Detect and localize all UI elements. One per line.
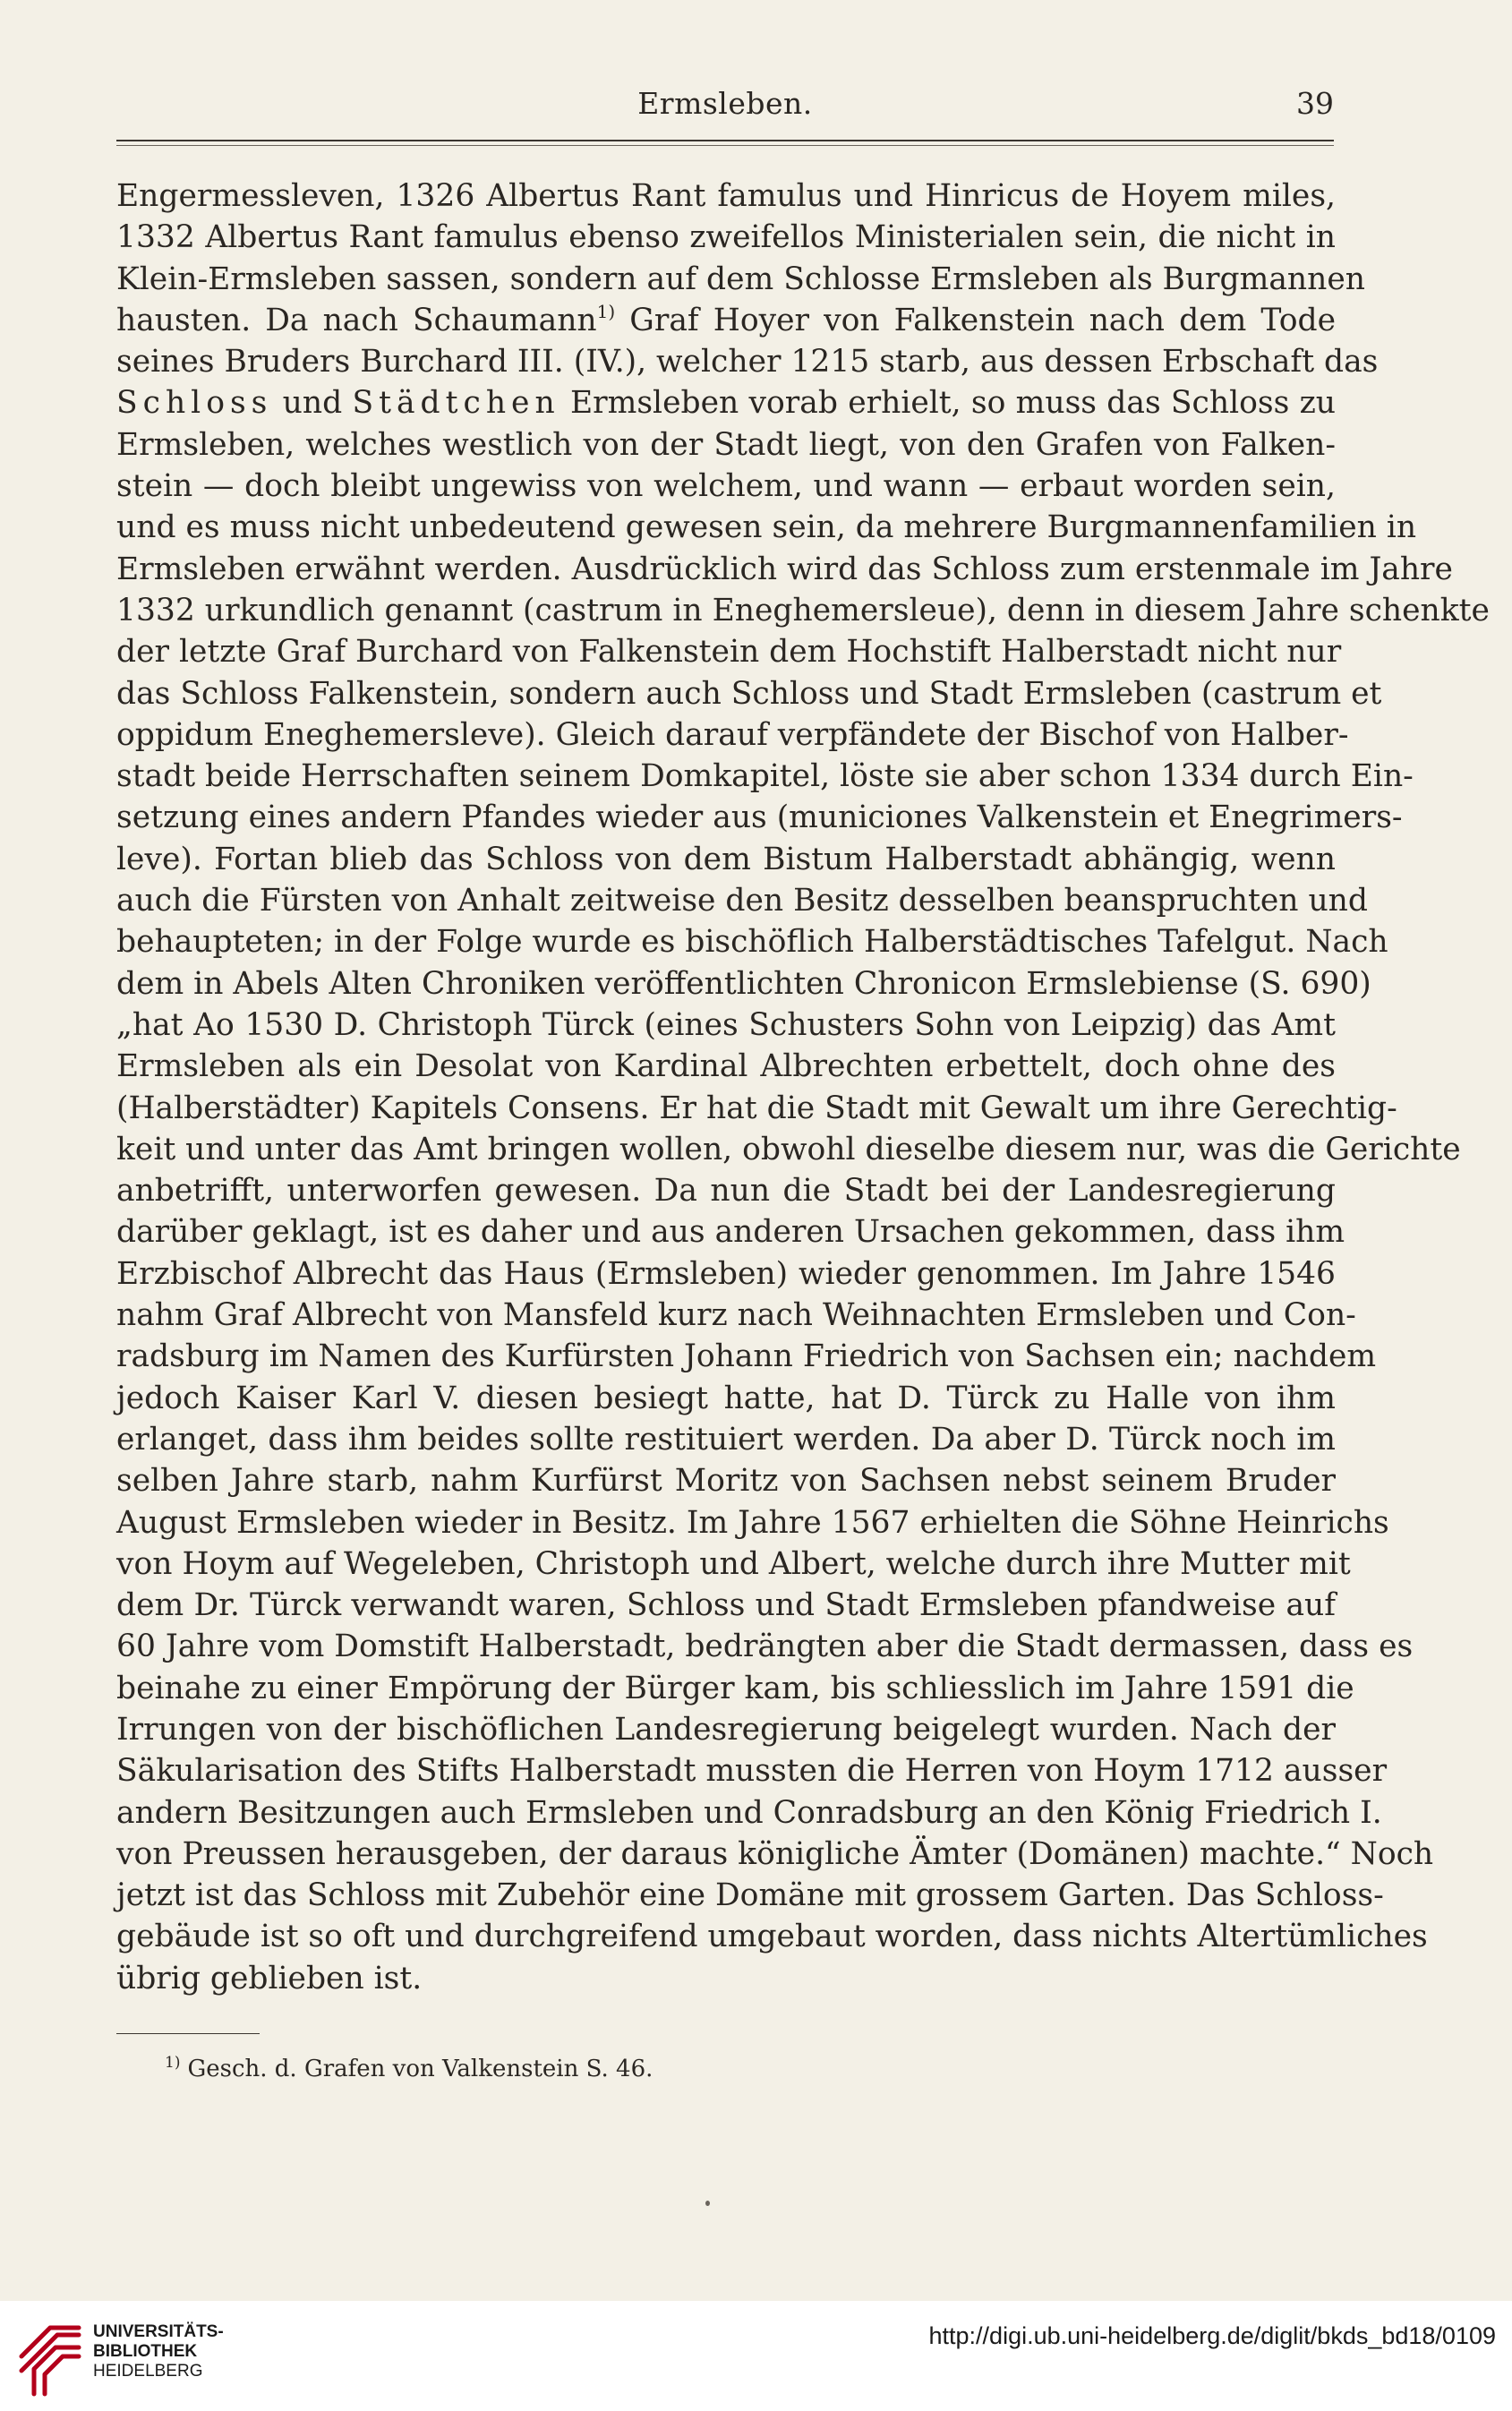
text-line-part: hausten. Da nach Schaumann: [116, 302, 597, 338]
text-line: von Preussen herausgeben, der daraus königliche Ämter (Domänen) machte.“ Noch: [116, 1835, 1434, 1872]
library-name-line: BIBLIOTHEK: [93, 2342, 198, 2361]
running-head: [116, 86, 1334, 131]
footnote-marker: 1): [165, 2054, 181, 2072]
emphasis-spaced: Städtchen: [352, 385, 560, 422]
library-name-line: HEIDELBERG: [93, 2362, 203, 2381]
text-line: Ermsleben als ein Desolat von Kardinal Albrechten erbettelt, doch ohne des: [116, 1048, 1336, 1085]
text-line: übrig geblieben ist.: [116, 1960, 423, 1996]
header-rule: [116, 140, 1334, 141]
text-line: stadt beide Herrschaften seinem Domkapitel, löste sie aber schon 1334 durch Ein-: [116, 758, 1414, 795]
text-line: Ermsleben, welches westlich von der Stadt liegt, von den Grafen von Falken-: [116, 426, 1336, 463]
header-rule-thin: [116, 145, 1334, 146]
page-number: 39: [1296, 86, 1334, 121]
text-line: August Ermsleben wieder in Besitz. Im Jahre 1567 erhielten die Söhne Heinrichs: [116, 1504, 1389, 1541]
text-line-part: Graf Hoyer von Falkenstein nach dem Tode: [615, 302, 1337, 338]
text-line: [116, 382, 1336, 423]
library-name-line: UNIVERSITÄTS-: [93, 2322, 224, 2341]
text-line: radsburg im Namen des Kurfürsten Johann Friedrich von Sachsen ein; nachdem: [116, 1338, 1377, 1375]
text-line: stein — doch bleibt ungewiss von welchem, und wann — erbaut worden sein,: [116, 468, 1336, 505]
text-line: (Halberstädter) Kapitels Consens. Er hat die Stadt mit Gewalt um ihre Gerechtig-: [116, 1090, 1397, 1126]
text-line: Engermessleven, 1326 Albertus Rant famulus und Hinricus de Hoyem miles,: [116, 178, 1336, 214]
text-line: auch die Fürsten von Anhalt zeitweise den Besitz desselben beanspruchten und: [116, 883, 1368, 919]
text-line: nahm Graf Albrecht von Mansfeld kurz nach Weihnachten Ermsleben und Con-: [116, 1297, 1356, 1334]
text-line: Säkularisation des Stifts Halberstadt mussten die Herren von Hoym 1712 ausser: [116, 1753, 1388, 1790]
text-line: darüber geklagt, ist es daher und aus anderen Ursachen gekommen, dass ihm: [116, 1214, 1345, 1251]
body-paragraph: [116, 175, 1490, 1999]
text-line: Irrungen von der bischöflichen Landesregierung beigelegt wurden. Nach der: [116, 1711, 1336, 1748]
text-line: „hat Ao 1530 D. Christoph Türck (eines Schusters Sohn von Leipzig) das Amt: [116, 1006, 1336, 1043]
text-line-part: Ermsleben vorab erhielt, so muss das Schloss zu: [560, 385, 1336, 422]
text-line: von Hoym auf Wegeleben, Christoph und Albert, welche durch ihre Mutter mit: [116, 1545, 1351, 1582]
heidelberg-library-logo-icon: [14, 2312, 88, 2401]
text-line: Ermsleben erwähnt werden. Ausdrücklich wird das Schloss zum erstenmale im Jahre: [116, 551, 1453, 587]
text-line: oppidum Eneghemersleve). Gleich darauf verpfändete der Bischof von Halber-: [116, 716, 1349, 753]
source-url-link[interactable]: http://digi.ub.uni-heidelberg.de/diglit/bkds_bd18/0109: [928, 2322, 1496, 2349]
text-line: andern Besitzungen auch Ermsleben und Conradsburg an den König Friedrich I.: [116, 1794, 1382, 1831]
digitization-footer: [0, 2301, 1512, 2411]
text-line: das Schloss Falkenstein, sondern auch Schloss und Stadt Ermsleben (castrum et: [116, 675, 1382, 712]
footnote-text: Gesch. d. Grafen von Valkenstein S. 46.: [187, 2056, 653, 2082]
text-line: dem in Abels Alten Chroniken veröffentlichten Chronicon Ermslebiense (S. 690): [116, 965, 1371, 1002]
text-line: keit und unter das Amt bringen wollen, obwohl dieselbe diesem nur, was die Gerichte: [116, 1131, 1461, 1167]
text-line: der letzte Graf Burchard von Falkenstein dem Hochstift Halberstadt nicht nur: [116, 634, 1342, 671]
text-line: und es muss nicht unbedeutend gewesen sein, da mehrere Burgmannenfamilien in: [116, 509, 1417, 546]
library-name: [93, 2322, 224, 2381]
emphasis-spaced: Schloss: [116, 385, 273, 422]
text-line: 1332 urkundlich genannt (castrum in Eneghemersleue), denn in diesem Jahre schenkte: [116, 592, 1490, 628]
text-line: leve). Fortan blieb das Schloss von dem Bistum Halberstadt abhängig, wenn: [116, 841, 1336, 877]
text-line: behaupteten; in der Folge wurde es bischöflich Halberstädtisches Tafelgut. Nach: [116, 924, 1388, 961]
footnote-reference: 1): [596, 300, 616, 322]
text-line: seines Bruders Burchard III. (IV.), welcher 1215 starb, aus dessen Erbschaft das: [116, 344, 1379, 380]
paper-speck: [705, 2201, 710, 2206]
text-line: jetzt ist das Schloss mit Zubehör eine Domäne mit grossem Garten. Das Schloss-: [116, 1877, 1384, 1914]
text-line: setzung eines andern Pfandes wieder aus (municiones Valkenstein et Enegrimers-: [116, 799, 1403, 836]
text-line: gebäude ist so oft und durchgreifend umgebaut worden, dass nichts Altertümliches: [116, 1919, 1428, 1955]
text-line: jedoch Kaiser Karl V. diesen besiegt hatte, hat D. Türck zu Halle von ihm: [116, 1380, 1336, 1416]
text-line: anbetrifft, unterworfen gewesen. Da nun die Stadt bei der Landesregierung: [116, 1173, 1336, 1210]
footnote: [165, 2056, 653, 2082]
text-line: beinahe zu einer Empörung der Bürger kam, bis schliesslich im Jahre 1591 die: [116, 1670, 1354, 1706]
text-line: dem Dr. Türck verwandt waren, Schloss und Stadt Ermsleben pfandweise auf: [116, 1587, 1336, 1624]
text-line: Klein-Ermsleben sassen, sondern auf dem Schlosse Ermsleben als Burgmannen: [116, 261, 1365, 297]
running-head-title: Ermsleben.: [637, 86, 813, 121]
text-line: Erzbischof Albrecht das Haus (Ermsleben) wieder genommen. Im Jahre 1546: [116, 1255, 1336, 1292]
footnote-rule: [116, 2033, 260, 2034]
text-line: 1332 Albertus Rant famulus ebenso zweifellos Ministerialen sein, die nicht in: [116, 219, 1336, 256]
text-line: selben Jahre starb, nahm Kurfürst Moritz von Sachsen nebst seinem Bruder: [116, 1463, 1336, 1500]
text-line: 60 Jahre vom Domstift Halberstadt, bedrängten aber die Stadt dermassen, dass es: [116, 1629, 1414, 1665]
text-line: [116, 300, 1336, 341]
text-line-part: und: [272, 385, 353, 422]
text-line: erlanget, dass ihm beides sollte restituiert werden. Da aber D. Türck noch im: [116, 1421, 1336, 1458]
